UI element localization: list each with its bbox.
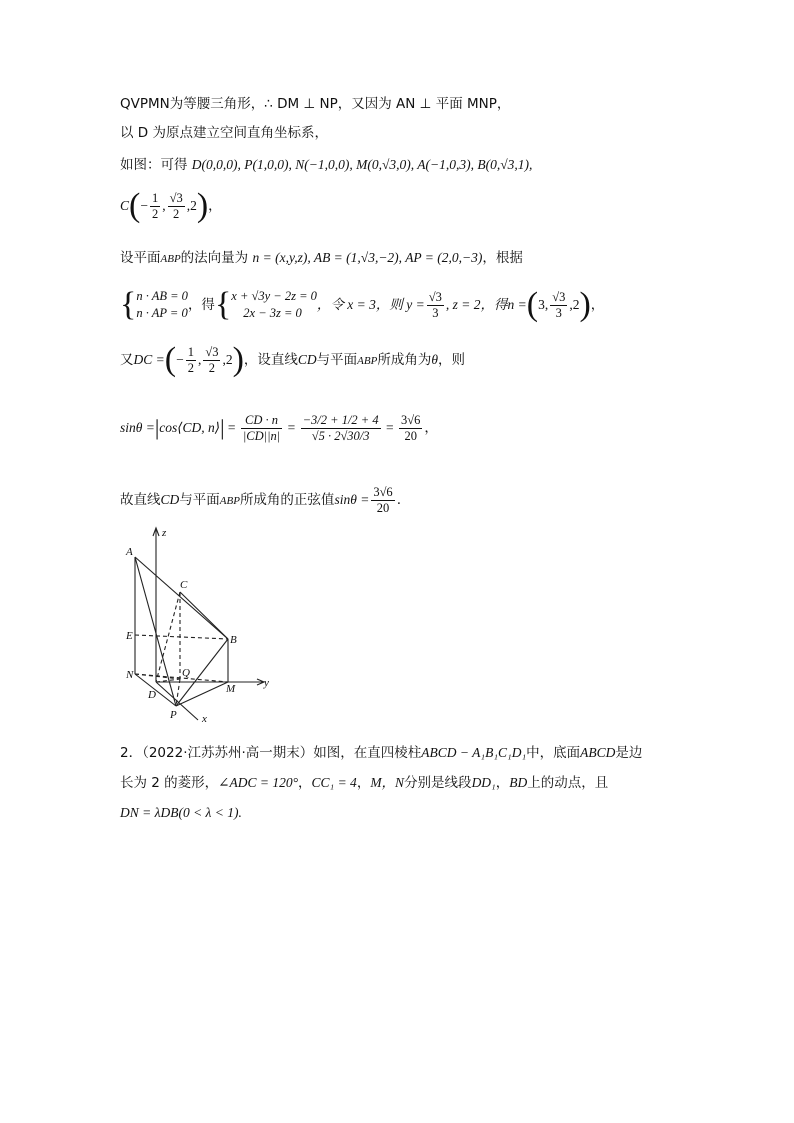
system-equations-2: x + √3y − 2z = 0 2x − 3z = 0 — [231, 289, 317, 320]
label-x: x — [202, 713, 207, 725]
text-line-3 — [120, 155, 532, 175]
label-z: z — [162, 527, 167, 539]
label-M: M — [226, 683, 236, 695]
label-N: N — [126, 669, 134, 681]
label-E: E — [126, 630, 133, 642]
text-line-9: 故直线CD与平面ABP所成角的正弦值sinθ = $\frac{3√6}{20}$ . — [120, 484, 401, 515]
edge-EB — [135, 635, 228, 639]
label-A: A — [126, 546, 133, 558]
text-line-7: 又DC =(− $\frac{1}{2}$ , $\frac{√3}{2}$ ,2)，设直线CD与平面ABP所成角为θ，则 — [120, 341, 465, 378]
text-line-2 — [120, 123, 328, 143]
fraction: $\frac{√3}{2}$ — [169, 190, 183, 221]
question-2-line-3: DN = λDB(0 < λ < 1). — [120, 805, 242, 820]
system-equations-1: n · AB = 0 n · AP = 0 — [136, 289, 188, 320]
edge-AB — [135, 557, 228, 639]
geometry-diagram — [118, 522, 288, 727]
normal-vector-expression: n = (x,y,z), AB = (1,√3,−2), AP = (2,0,−3) — [252, 250, 483, 265]
label-B: B — [230, 634, 237, 646]
line2-text: 以 D 为原点建立空间直角坐标系， — [120, 125, 328, 141]
line3-coordinates: D(0,0,0), P(1,0,0), N(−1,0,0), M(0,√3,0), A(−1,0,3), B(0,√3,1), — [191, 157, 533, 172]
edge-CB — [180, 592, 228, 639]
text-line-8: sinθ =|cos⟨CD, n⟩| = $\frac{CD \cdot n}{|CD||n|}$ = $\frac{-3/2 + 1/2 + 4}{√5 \cdot 2√30/3}$ = $\frac{3√6}{20}$ ， — [120, 412, 438, 443]
line1-text: QVPMN为等腰三角形，∴ DM ⊥ NP，又因为 AN ⊥ 平面 MNP， — [120, 96, 511, 112]
text-line-1 — [120, 94, 510, 114]
text-line-4: C(− $\frac{1}{2}$ , $\frac{√3}{2}$ ,2)， — [120, 187, 222, 224]
label-D: D — [148, 689, 156, 701]
line3-prefix: 如图：可得 — [120, 157, 188, 173]
label-y: y — [264, 677, 269, 689]
edge-CD — [156, 592, 180, 682]
label-P: P — [170, 709, 177, 721]
label-Q: Q — [182, 667, 190, 679]
question-2-line-1: 2．（2022·江苏苏州·高一期末）如图，在直四棱柱ABCD − A₁B₁C₁D₁中，底面ABCD是边 — [120, 745, 643, 761]
fraction: $\frac{1}{2}$ — [151, 190, 159, 221]
text-line-5: 设平面ABP的法向量为 n = (x,y,z), AB = (1,√3,−2), AP = (2,0,−3)，根据 — [120, 250, 523, 266]
text-line-6: {n · AB = 0 n · AP = 0，得{x + √3y − 2z = 0 2x − 3z = 0，令 x = 3，则 y = $\frac{√3}{3}$ , z = 2，得n =(3, $\frac{√3}{3}$ ,2)， — [120, 286, 605, 323]
label-C: C — [180, 579, 188, 591]
question-2-line-2: 长为 2 的菱形，∠ADC = 120°，CC₁ = 4，M，N分别是线段DD₁，BD上的动点，且 — [120, 775, 609, 791]
point-c-label: C — [120, 198, 130, 213]
edge-PM — [176, 682, 228, 706]
